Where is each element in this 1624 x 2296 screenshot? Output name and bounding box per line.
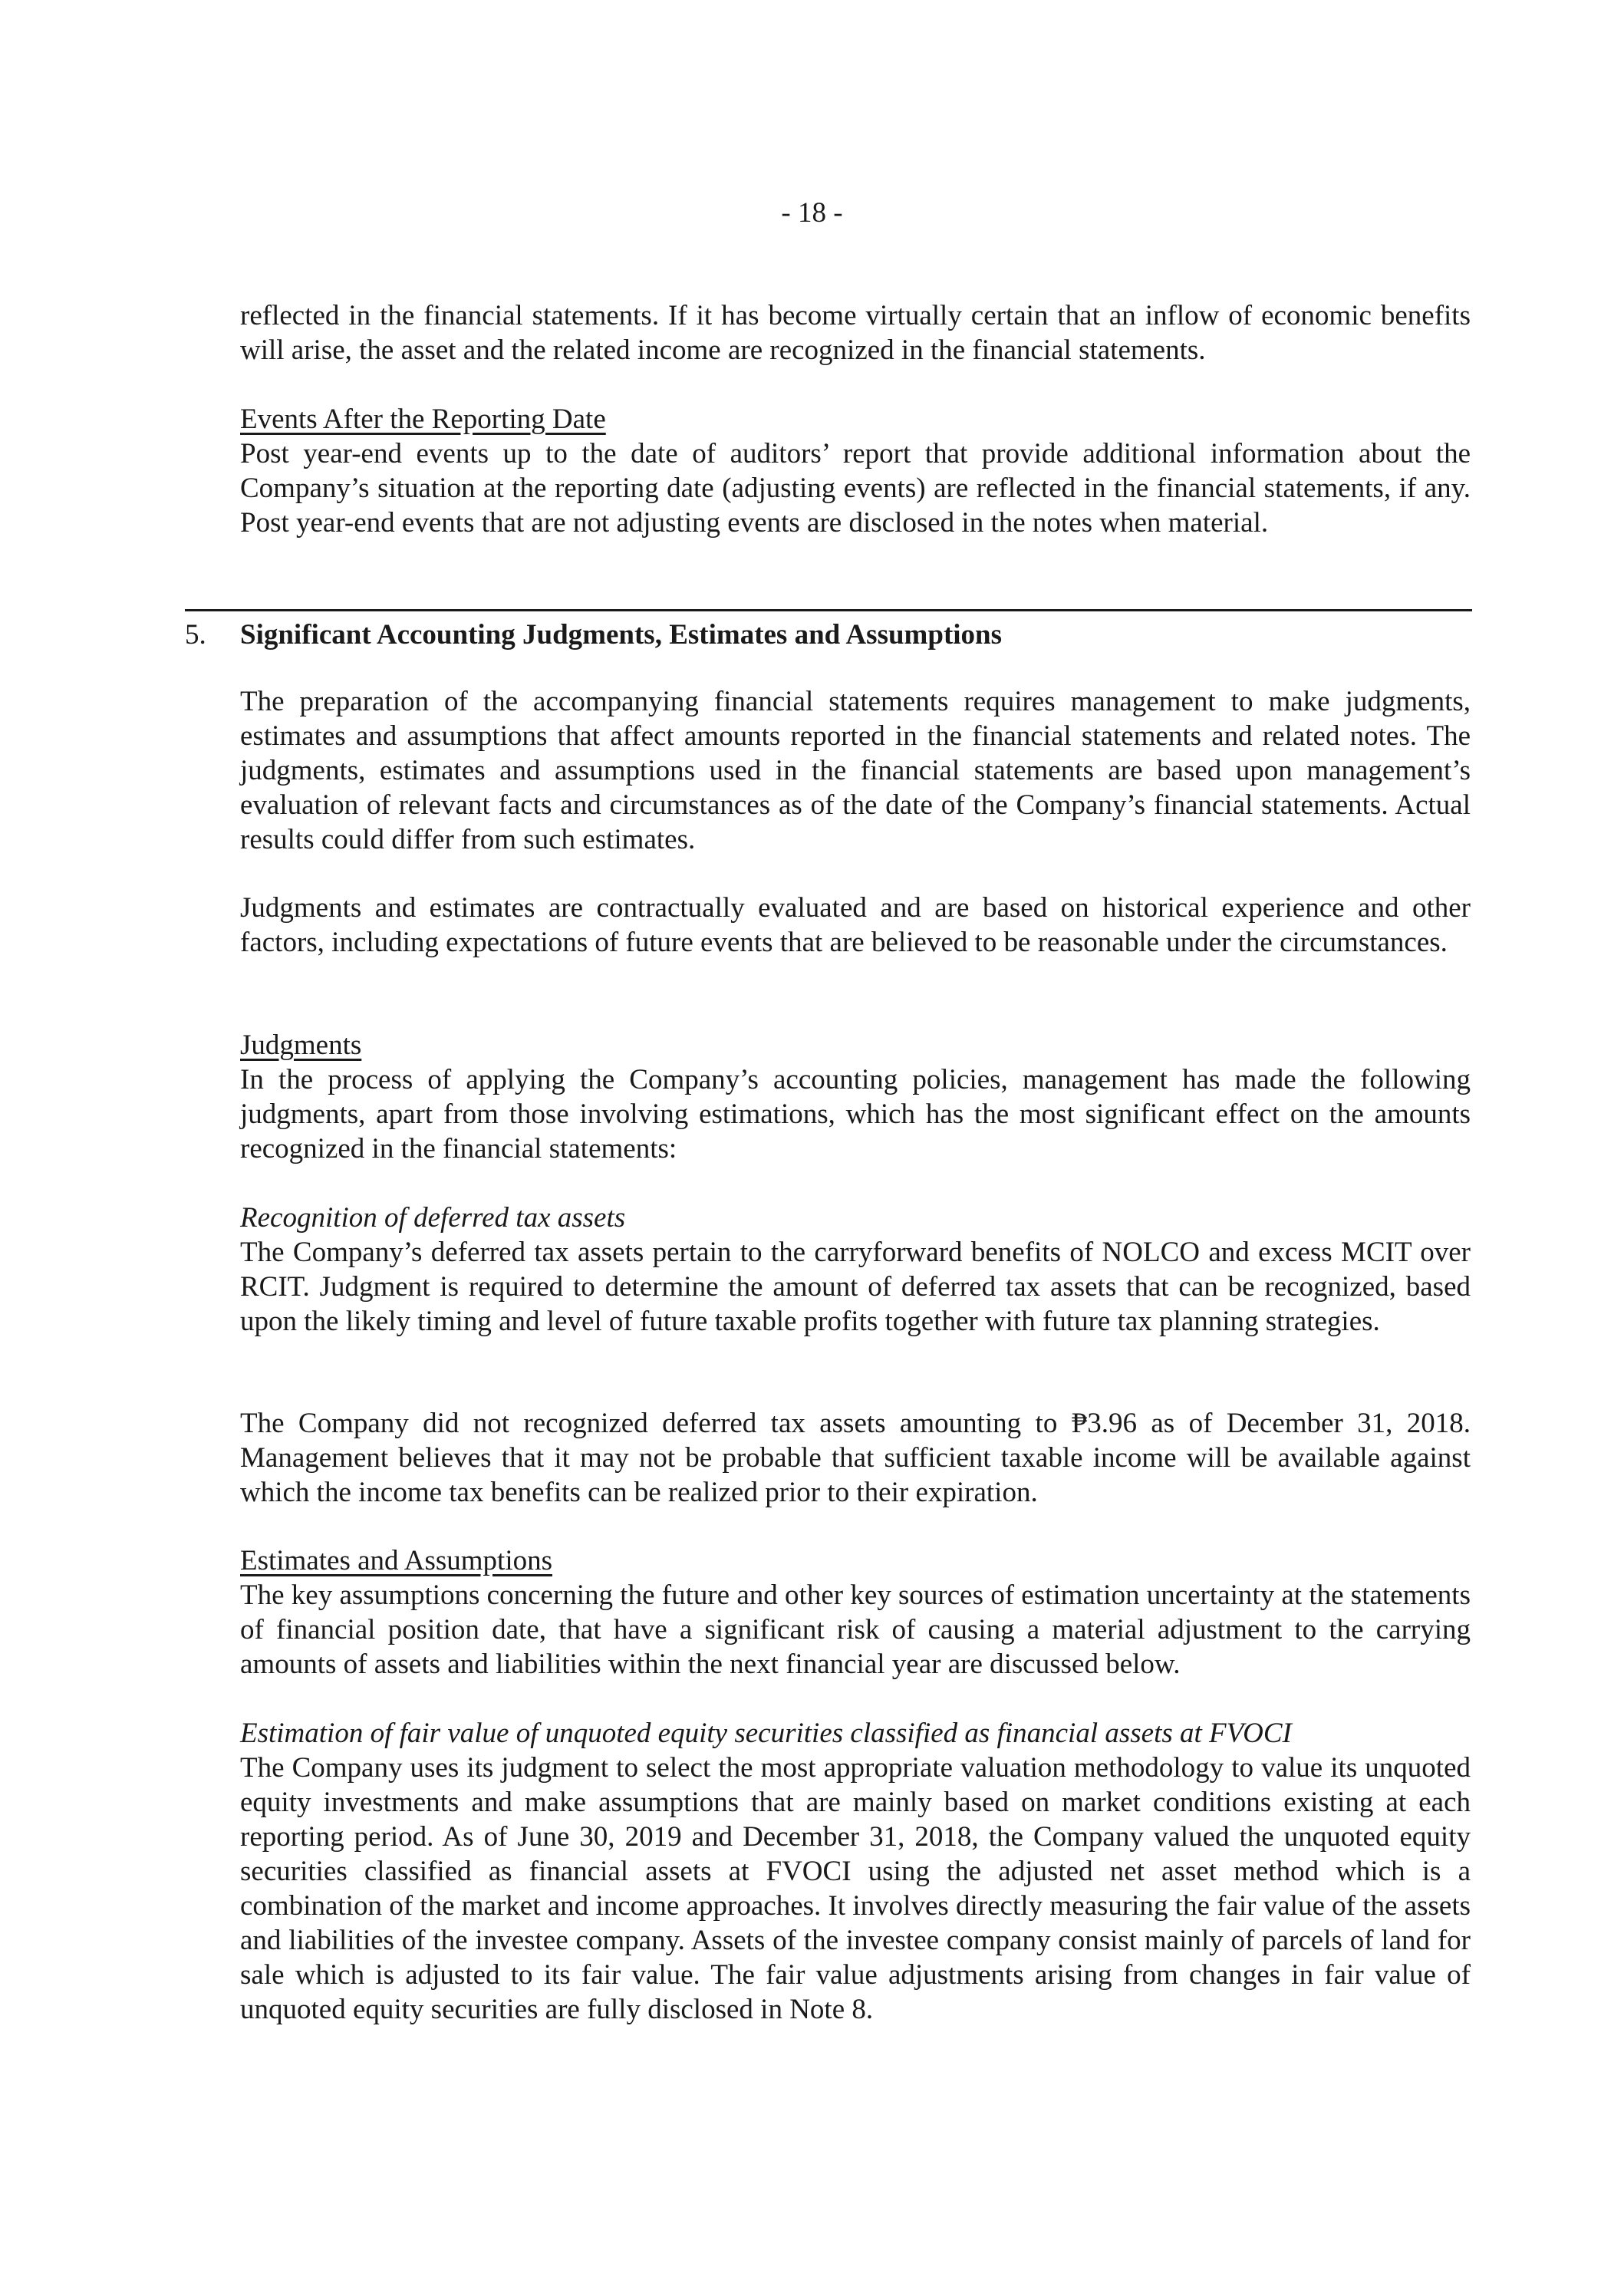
section-5-title (185, 618, 1489, 652)
fair-value-heading: Estimation of fair value of unquoted equity securities classified as financial assets at FVOCI (240, 1718, 1292, 1749)
fair-value-section (240, 1716, 1471, 2027)
deferred-tax-paragraph-1: The Company’s deferred tax assets pertain to the carryforward benefits of NOLCO and excess MCIT over RCIT. Judgment is required to determine the amount of deferred tax assets that can be recognized, based upon the likely timing and level of future taxable profits together with future tax planning strategies. (240, 1237, 1471, 1337)
section-5-paragraph-2: Judgments and estimates are contractually evaluated and are based on historical experience and other factors, including expectations of future events that are believed to be reasonable under the circumstances. (240, 892, 1471, 958)
fair-value-paragraph: The Company uses its judgment to select the most appropriate valuation methodology to value its unquoted equity investments and make assumptions that are mainly based on market conditions existing at each reporting period. As of June 30, 2019 and December 31, 2018, the Company valued the unquoted equity securities classified as financial assets at FVOCI using the adjusted net asset method which is a combination of the market and income approaches. It involves directly measuring the fair value of the assets and liabilities of the investee company. Assets of the investee company consist mainly of parcels of land for sale which is adjusted to its fair value. The fair value adjustments arising from changes in fair value of unquoted equity securities are fully disclosed in Note 8. (240, 1752, 1471, 2025)
deferred-tax-section-2 (240, 1406, 1471, 1510)
intro-paragraph: reflected in the financial statements. If it has become virtually certain that an inflow of economic benefits will arise, the asset and the related income are recognized in the financial statements. (240, 300, 1471, 366)
page-number: - 18 - (781, 197, 843, 229)
deferred-tax-paragraph-2: The Company did not recognized deferred tax assets amounting to ₱3.96 as of December 31, 2018. Management believes that it may not be probable that sufficient taxable income will be available against which the income tax benefits can be realized prior to their expiration. (240, 1408, 1471, 1508)
section-title-text: Significant Accounting Judgments, Estimates and Assumptions (240, 619, 1003, 651)
events-after-paragraph: Post year-end events up to the date of auditors’ report that provide additional information about the Company’s situation at the reporting date (adjusting events) are reflected in the financial statements, if any. Post year-end events that are not adjusting events are disclosed in the notes when material. (240, 438, 1471, 539)
deferred-tax-heading: Recognition of deferred tax assets (240, 1202, 626, 1234)
judgments-heading: Judgments (240, 1029, 362, 1061)
estimates-heading: Estimates and Assumptions (240, 1545, 552, 1576)
judgments-paragraph: In the process of applying the Company’s accounting policies, management has made the following judgments, apart from those involving estimations, which has the most significant effect on the amounts recognized in the financial statements: (240, 1064, 1471, 1164)
section-5-intro-2 (240, 891, 1471, 960)
intro-paragraph-block (240, 298, 1471, 367)
section-number: 5. (185, 619, 206, 651)
section-5-paragraph-1: The preparation of the accompanying financial statements requires management to make judgments, estimates and assumptions that affect amounts reported in the financial statements and related notes. The judgments, estimates and assumptions used in the financial statements are based upon management’s evaluation of relevant facts and circumstances as of the date of the Company’s financial statements. Actual results could differ from such estimates. (240, 686, 1471, 855)
events-after-heading: Events After the Reporting Date (240, 404, 606, 435)
estimates-paragraph: The key assumptions concerning the future and other key sources of estimation uncertainty at the statements of financial position date, that have a significant risk of causing a material adjustment to the carrying amounts of assets and liabilities within the next financial year are discussed below. (240, 1580, 1471, 1680)
estimates-section (240, 1543, 1471, 1682)
events-after-section (240, 402, 1471, 540)
deferred-tax-section (240, 1201, 1471, 1339)
judgments-section (240, 1028, 1471, 1166)
section-divider (185, 609, 1472, 611)
section-5-intro (240, 684, 1471, 857)
